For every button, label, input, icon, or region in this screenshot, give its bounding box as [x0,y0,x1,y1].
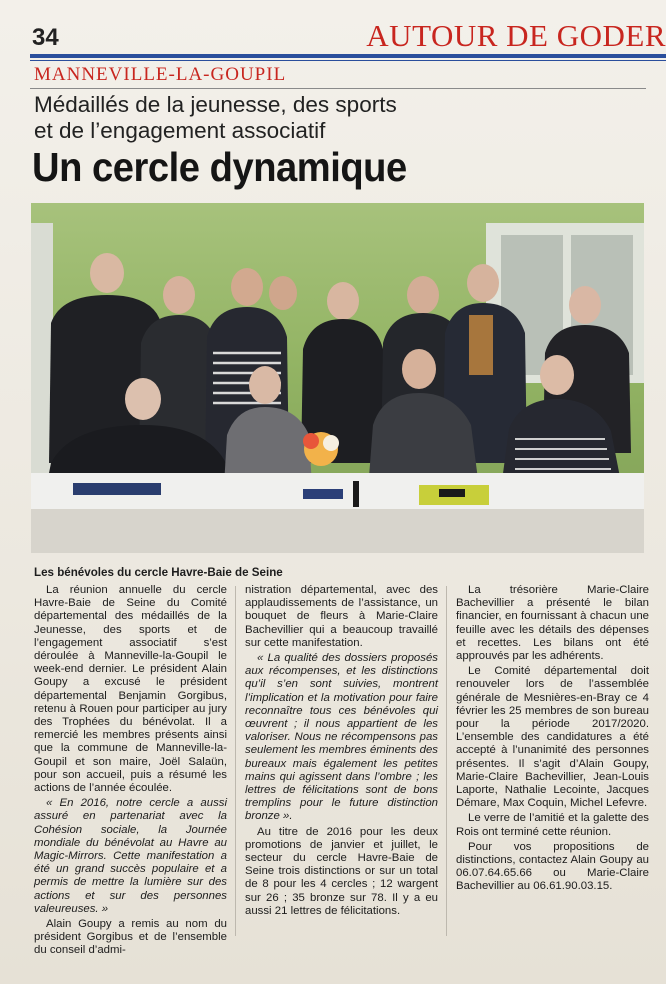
article-paragraph: Au titre de 2016 pour les deux promotions de janvier et juillet, le secteur du cercle Havre-Baie de Seine trois distinctions or sur un total de 8 pour les 4 cercles ; 12 wargent sur 26 ; 35 bronze sur 78. Il y a eu aussi 21 lettres de félicitations. [245,825,438,917]
article-paragraph: La trésorière Marie-Claire Bachevillier a présenté le bilan financier, en fournissant à chacun une feuille avec les détails des dépenses et recettes. Les bilans ont été approuvés par les adhérents. [456,584,649,663]
article-paragraph: « La qualité des dossiers proposés aux récompenses, et les distinctions qu’il s’en sont suivies, montrent l’implication et la motivation pour faire reconnaître tous ces bénévoles qui œuvrent ; il nous appartient de les valoriser. Nous ne récompensons pas seulement les membres éminents des bureaux mais également les petites mains qui agissent dans l’ombre ; les lettres de félicitations sont de bons tremplins pour le future distinction bronze ». [245,652,438,823]
kicker [34,92,634,144]
article-paragraph: Le verre de l’amitié et la galette des Rois ont terminé cette réunion. [456,812,649,838]
article-paragraph: nistration départemental, avec des applaudissements de l’assistance, un bouquet de fleurs à Marie-Claire Bachevillier qui a beaucoup travaillé sur cette manifestation. [245,584,438,649]
article-column-2 [245,584,438,920]
headline: Un cercle dynamique [32,144,407,190]
location-label: MANNEVILLE-LA-GOUPIL [34,64,287,85]
kicker-line-1: Médaillés de la jeunesse, des sports [34,92,397,117]
article-paragraph: Pour vos propositions de distinctions, contactez Alain Goupy au 06.07.64.65.66 ou Marie-Claire Bachevillier au 06.61.90.03.15. [456,840,649,893]
photo-caption: Les bénévoles du cercle Havre-Baie de Seine [34,566,283,579]
article-paragraph: Le Comité départemental doit renouveler lors de l’assemblée générale de Mesnières-en-Bray ce 4 février les 25 membres de son bureau pour la période 2017/2020. L’ensemble des candidatures a été accepté à l’unanimité des personnes présentes. Il s’agit d’Alain Goupy, Marie-Claire Bachevillier, Jean-Louis Laporte, Nathalie Lecointe, Jacques Démare, Max Coquin, Michel Lefevre. [456,665,649,810]
header-rule-thin [30,60,666,61]
article-paragraph: La réunion annuelle du cercle Havre-Baie de Seine du Comité départemental des médaillés de la Jeunesse, des sports et de l’engagement associatif s’est déroulée à Manneville-la-Goupil le week-end dernier. Le président Alain Goupy a excusé le président départemental Benjamin Gorgibus, retenu à Rouen pour participer au jury des Trophées du bénévolat. Il a remercié les membres présents ainsi que la commune de Manneville-la-Goupil et son maire, Joël Salaün, pour son accueil, puis a résumé les actions de l’année écoulée. [34,584,227,795]
kicker-line-2: et de l’engagement associatif [34,118,326,143]
article-column-1 [34,584,227,960]
location-rule [30,88,646,89]
page-number: 34 [32,24,59,51]
meeting-table [31,473,644,509]
group-photo [31,203,644,553]
column-separator [446,586,447,936]
article-paragraph: Alain Goupy a remis au nom du président Gorgibus et de l’ensemble du conseil d’admi- [34,918,227,957]
section-title: AUTOUR DE GODER [366,18,666,53]
article-paragraph: « En 2016, notre cercle a aussi assuré en partenariat avec la Cohésion sociale, la Journée mondiale du bénévolat au Havre au Magic-Mirrors. Cette manifestation a été un grand succès populaire et a permis de mettre la lumière sur des actions et sur des personnes valeureuses. » [34,797,227,915]
group-photo-illustration [31,203,644,553]
article-column-3 [456,584,649,896]
header-rule [30,54,666,58]
page-header [0,18,666,56]
column-separator [235,586,236,936]
